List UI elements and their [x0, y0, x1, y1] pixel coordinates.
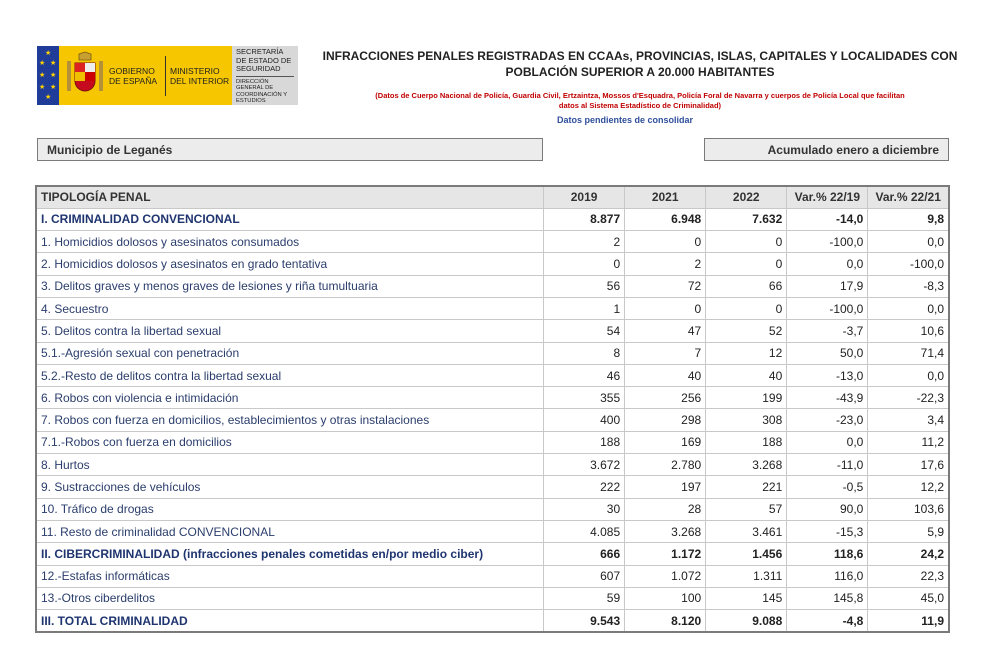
periodo-box: Acumulado enero a diciembre	[704, 138, 949, 161]
table-row	[36, 587, 949, 609]
cell-var-22-19: 50,0	[787, 342, 868, 364]
direccion-label: DIRECCIÓN GENERAL DE COORDINACIÓN Y ESTUDIOS	[236, 78, 288, 105]
table-row	[36, 543, 949, 565]
table-row	[36, 275, 949, 297]
cell-2019: 54	[544, 320, 625, 342]
cell-2021: 298	[625, 409, 706, 431]
cell-var-22-19: -13,0	[787, 364, 868, 386]
cell-var-22-21: 10,6	[868, 320, 949, 342]
cell-2019: 59	[544, 587, 625, 609]
cell-2022: 0	[706, 231, 787, 253]
crime-table	[35, 185, 950, 633]
cell-2021: 72	[625, 275, 706, 297]
cell-2022: 57	[706, 498, 787, 520]
cell-var-22-21: 11,2	[868, 431, 949, 453]
cell-2022: 188	[706, 431, 787, 453]
cell-2019: 46	[544, 364, 625, 386]
cell-2019: 3.672	[544, 454, 625, 476]
cell-2021: 256	[625, 387, 706, 409]
cell-2021: 6.948	[625, 208, 706, 230]
cell-var-22-21: 103,6	[868, 498, 949, 520]
cell-2019: 666	[544, 543, 625, 565]
table-row	[36, 297, 949, 319]
table-header-row	[36, 186, 949, 208]
data-source-note	[360, 91, 920, 111]
cell-2022: 199	[706, 387, 787, 409]
cell-var-22-19: -43,9	[787, 387, 868, 409]
row-label: 1. Homicidios dolosos y asesinatos consumados	[36, 231, 544, 253]
header-var-22-19: Var.% 22/19	[787, 186, 868, 208]
header-2021: 2021	[625, 186, 706, 208]
row-label: 7.1.-Robos con fuerza en domicilios	[36, 431, 544, 453]
cell-2022: 0	[706, 297, 787, 319]
cell-var-22-21: -8,3	[868, 275, 949, 297]
cell-var-22-21: 12,2	[868, 476, 949, 498]
cell-2019: 56	[544, 275, 625, 297]
ministerio-label: MINISTERIO DEL INTERIOR	[170, 65, 230, 86]
cell-2021: 0	[625, 231, 706, 253]
row-label: 5.2.-Resto de delitos contra la libertad sexual	[36, 364, 544, 386]
cell-2019: 30	[544, 498, 625, 520]
cell-var-22-21: -22,3	[868, 387, 949, 409]
cell-var-22-21: 5,9	[868, 520, 949, 542]
cell-2019: 8.877	[544, 208, 625, 230]
header-2022: 2022	[706, 186, 787, 208]
cell-2019: 400	[544, 409, 625, 431]
cell-var-22-19: -4,8	[787, 610, 868, 632]
cell-var-22-19: 118,6	[787, 543, 868, 565]
cell-var-22-19: -11,0	[787, 454, 868, 476]
row-label: 10. Tráfico de drogas	[36, 498, 544, 520]
cell-2021: 47	[625, 320, 706, 342]
cell-2022: 52	[706, 320, 787, 342]
row-label: 3. Delitos graves y menos graves de lesiones y riña tumultuaria	[36, 275, 544, 297]
cell-var-22-19: -100,0	[787, 297, 868, 319]
table-row	[36, 387, 949, 409]
pending-notice: Datos pendientes de consolidar	[556, 115, 694, 125]
cell-var-22-19: -14,0	[787, 208, 868, 230]
cell-2019: 9.543	[544, 610, 625, 632]
row-label: 8. Hurtos	[36, 454, 544, 476]
table-row	[36, 364, 949, 386]
cell-2019: 607	[544, 565, 625, 587]
cell-2021: 0	[625, 297, 706, 319]
table-row	[36, 208, 949, 230]
title-line-1: INFRACCIONES PENALES REGISTRADAS EN CCAAs, PROVINCIAS, ISLAS, CAPITALES Y LOCALIDADES CON	[322, 49, 958, 63]
table-row	[36, 320, 949, 342]
row-label: 11. Resto de criminalidad CONVENCIONAL	[36, 520, 544, 542]
cell-var-22-19: 145,8	[787, 587, 868, 609]
row-label: 9. Sustracciones de vehículos	[36, 476, 544, 498]
page-title	[320, 48, 960, 80]
cell-2022: 3.461	[706, 520, 787, 542]
table-row	[36, 231, 949, 253]
row-label: 7. Robos con fuerza en domicilios, establecimientos y otras instalaciones	[36, 409, 544, 431]
cell-2022: 0	[706, 253, 787, 275]
cell-2021: 28	[625, 498, 706, 520]
cell-2021: 7	[625, 342, 706, 364]
row-label: 5. Delitos contra la libertad sexual	[36, 320, 544, 342]
cell-2019: 0	[544, 253, 625, 275]
municipio-box: Municipio de Leganés	[37, 138, 543, 161]
cell-2022: 9.088	[706, 610, 787, 632]
row-label: II. CIBERCRIMINALIDAD (infracciones penales cometidas en/por medio ciber)	[36, 543, 544, 565]
cell-var-22-21: 11,9	[868, 610, 949, 632]
table-row	[36, 498, 949, 520]
cell-var-22-19: 0,0	[787, 253, 868, 275]
note-line-2: datos al Sistema Estadístico de Criminalidad)	[558, 101, 722, 110]
cell-2022: 221	[706, 476, 787, 498]
header-var-22-21: Var.% 22/21	[868, 186, 949, 208]
cell-2021: 2	[625, 253, 706, 275]
table-row	[36, 253, 949, 275]
cell-2021: 3.268	[625, 520, 706, 542]
cell-2021: 100	[625, 587, 706, 609]
cell-2021: 40	[625, 364, 706, 386]
cell-2021: 1.072	[625, 565, 706, 587]
cell-2019: 1	[544, 297, 625, 319]
cell-2019: 8	[544, 342, 625, 364]
header-2019: 2019	[544, 186, 625, 208]
cell-var-22-21: 22,3	[868, 565, 949, 587]
cell-2022: 1.311	[706, 565, 787, 587]
cell-2022: 3.268	[706, 454, 787, 476]
secretaria-label: SECRETARÍA DE ESTADO DE SEGURIDAD	[236, 47, 292, 73]
cell-2019: 4.085	[544, 520, 625, 542]
cell-var-22-21: 24,2	[868, 543, 949, 565]
row-label: 4. Secuestro	[36, 297, 544, 319]
row-label: I. CRIMINALIDAD CONVENCIONAL	[36, 208, 544, 230]
table-row	[36, 409, 949, 431]
row-label: 12.-Estafas informáticas	[36, 565, 544, 587]
table-row	[36, 454, 949, 476]
cell-2022: 7.632	[706, 208, 787, 230]
cell-2021: 2.780	[625, 454, 706, 476]
cell-2019: 188	[544, 431, 625, 453]
row-label: 13.-Otros ciberdelitos	[36, 587, 544, 609]
gobierno-label: GOBIERNO DE ESPAÑA	[109, 65, 158, 86]
note-line-1: (Datos de Cuerpo Nacional de Policía, Guardia Civil, Ertzaintza, Mossos d'Esquadra, Policía Foral de Navarra y cuerpos de Policía Local que facilitan	[375, 91, 905, 100]
table-row	[36, 610, 949, 632]
cell-2019: 2	[544, 231, 625, 253]
cell-var-22-21: 45,0	[868, 587, 949, 609]
cell-var-22-19: 0,0	[787, 431, 868, 453]
cell-2021: 8.120	[625, 610, 706, 632]
cell-2022: 12	[706, 342, 787, 364]
row-label: III. TOTAL CRIMINALIDAD	[36, 610, 544, 632]
cell-var-22-21: -100,0	[868, 253, 949, 275]
header-tipologia: TIPOLOGÍA PENAL	[36, 186, 544, 208]
table-row	[36, 431, 949, 453]
cell-var-22-19: -15,3	[787, 520, 868, 542]
table-row	[36, 565, 949, 587]
cell-var-22-21: 3,4	[868, 409, 949, 431]
cell-var-22-21: 0,0	[868, 231, 949, 253]
cell-var-22-19: -100,0	[787, 231, 868, 253]
table-row	[36, 520, 949, 542]
cell-var-22-21: 0,0	[868, 297, 949, 319]
coat-of-arms-icon	[65, 51, 105, 101]
government-logo	[37, 46, 299, 105]
cell-var-22-19: -0,5	[787, 476, 868, 498]
cell-2022: 66	[706, 275, 787, 297]
cell-2019: 355	[544, 387, 625, 409]
cell-2022: 1.456	[706, 543, 787, 565]
cell-2021: 169	[625, 431, 706, 453]
title-line-2: POBLACIÓN SUPERIOR A 20.000 HABITANTES	[505, 65, 775, 79]
cell-var-22-21: 71,4	[868, 342, 949, 364]
row-label: 5.1.-Agresión sexual con penetración	[36, 342, 544, 364]
cell-var-22-21: 17,6	[868, 454, 949, 476]
cell-var-22-19: 116,0	[787, 565, 868, 587]
cell-2022: 308	[706, 409, 787, 431]
row-label: 6. Robos con violencia e intimidación	[36, 387, 544, 409]
cell-var-22-19: -3,7	[787, 320, 868, 342]
cell-var-22-19: 17,9	[787, 275, 868, 297]
cell-2019: 222	[544, 476, 625, 498]
table-row	[36, 342, 949, 364]
table-row	[36, 476, 949, 498]
cell-var-22-21: 9,8	[868, 208, 949, 230]
cell-2021: 197	[625, 476, 706, 498]
cell-var-22-19: 90,0	[787, 498, 868, 520]
cell-2021: 1.172	[625, 543, 706, 565]
cell-var-22-19: -23,0	[787, 409, 868, 431]
eu-spain-flag-icon: ★ ★ ★ ★ ★ ★ ★ ★	[37, 46, 59, 105]
row-label: 2. Homicidios dolosos y asesinatos en grado tentativa	[36, 253, 544, 275]
cell-var-22-21: 0,0	[868, 364, 949, 386]
cell-2022: 145	[706, 587, 787, 609]
cell-2022: 40	[706, 364, 787, 386]
